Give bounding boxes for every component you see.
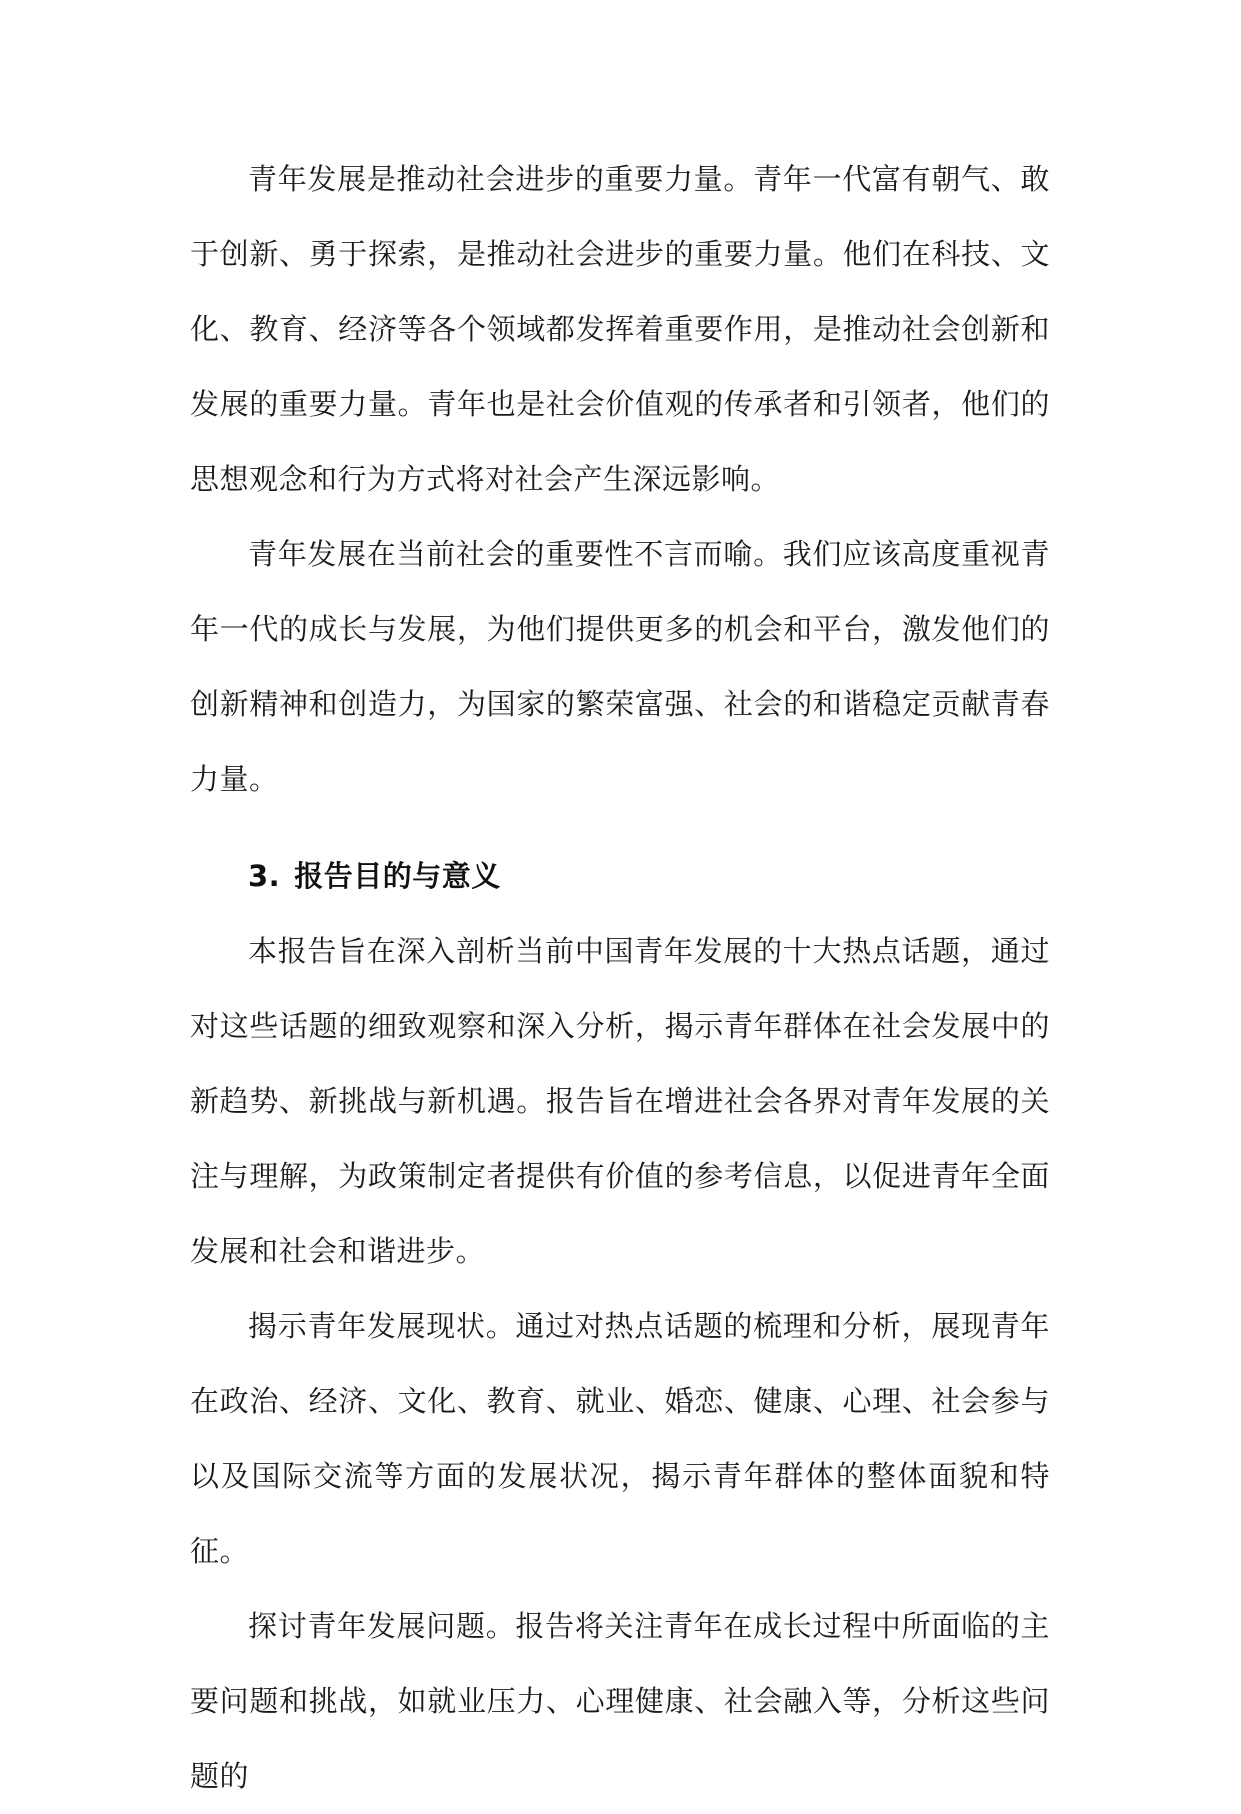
section-number: 3. [248, 859, 281, 893]
section-title: 报告目的与意义 [294, 859, 501, 893]
paragraph-youth-importance: 青年发展是推动社会进步的重要力量。青年一代富有朝气、敢于创新、勇于探索，是推动社会进步的重要力量。他们在科技、文化、教育、经济等各个领域都发挥着重要作用，是推动社会创新和发展的重要力量。青年也是社会价值观的传承者和引领者，他们的思想观念和行为方式将对社会产生深远影响。 [190, 162, 1050, 496]
paragraph-explore-issues: 探讨青年发展问题。报告将关注青年在成长过程中所面临的主要问题和挑战，如就业压力、心理健康、社会融入等，分析这些问题的 [190, 1609, 1050, 1793]
document-body [190, 142, 1050, 1814]
section-heading [190, 839, 1050, 914]
paragraph-reveal-status: 揭示青年发展现状。通过对热点话题的梳理和分析，展现青年在政治、经济、文化、教育、就业、婚恋、健康、心理、社会参与以及国际交流等方面的发展状况，揭示青年群体的整体面貌和特征。 [190, 1309, 1050, 1568]
paragraph-youth-significance: 青年发展在当前社会的重要性不言而喻。我们应该高度重视青年一代的成长与发展，为他们提供更多的机会和平台，激发他们的创新精神和创造力，为国家的繁荣富强、社会的和谐稳定贡献青春力量。 [190, 537, 1050, 796]
paragraph-report-purpose: 本报告旨在深入剖析当前中国青年发展的十大热点话题，通过对这些话题的细致观察和深入分析，揭示青年群体在社会发展中的新趋势、新挑战与新机遇。报告旨在增进社会各界对青年发展的关注与理解，为政策制定者提供有价值的参考信息，以促进青年全面发展和社会和谐进步。 [190, 934, 1050, 1268]
